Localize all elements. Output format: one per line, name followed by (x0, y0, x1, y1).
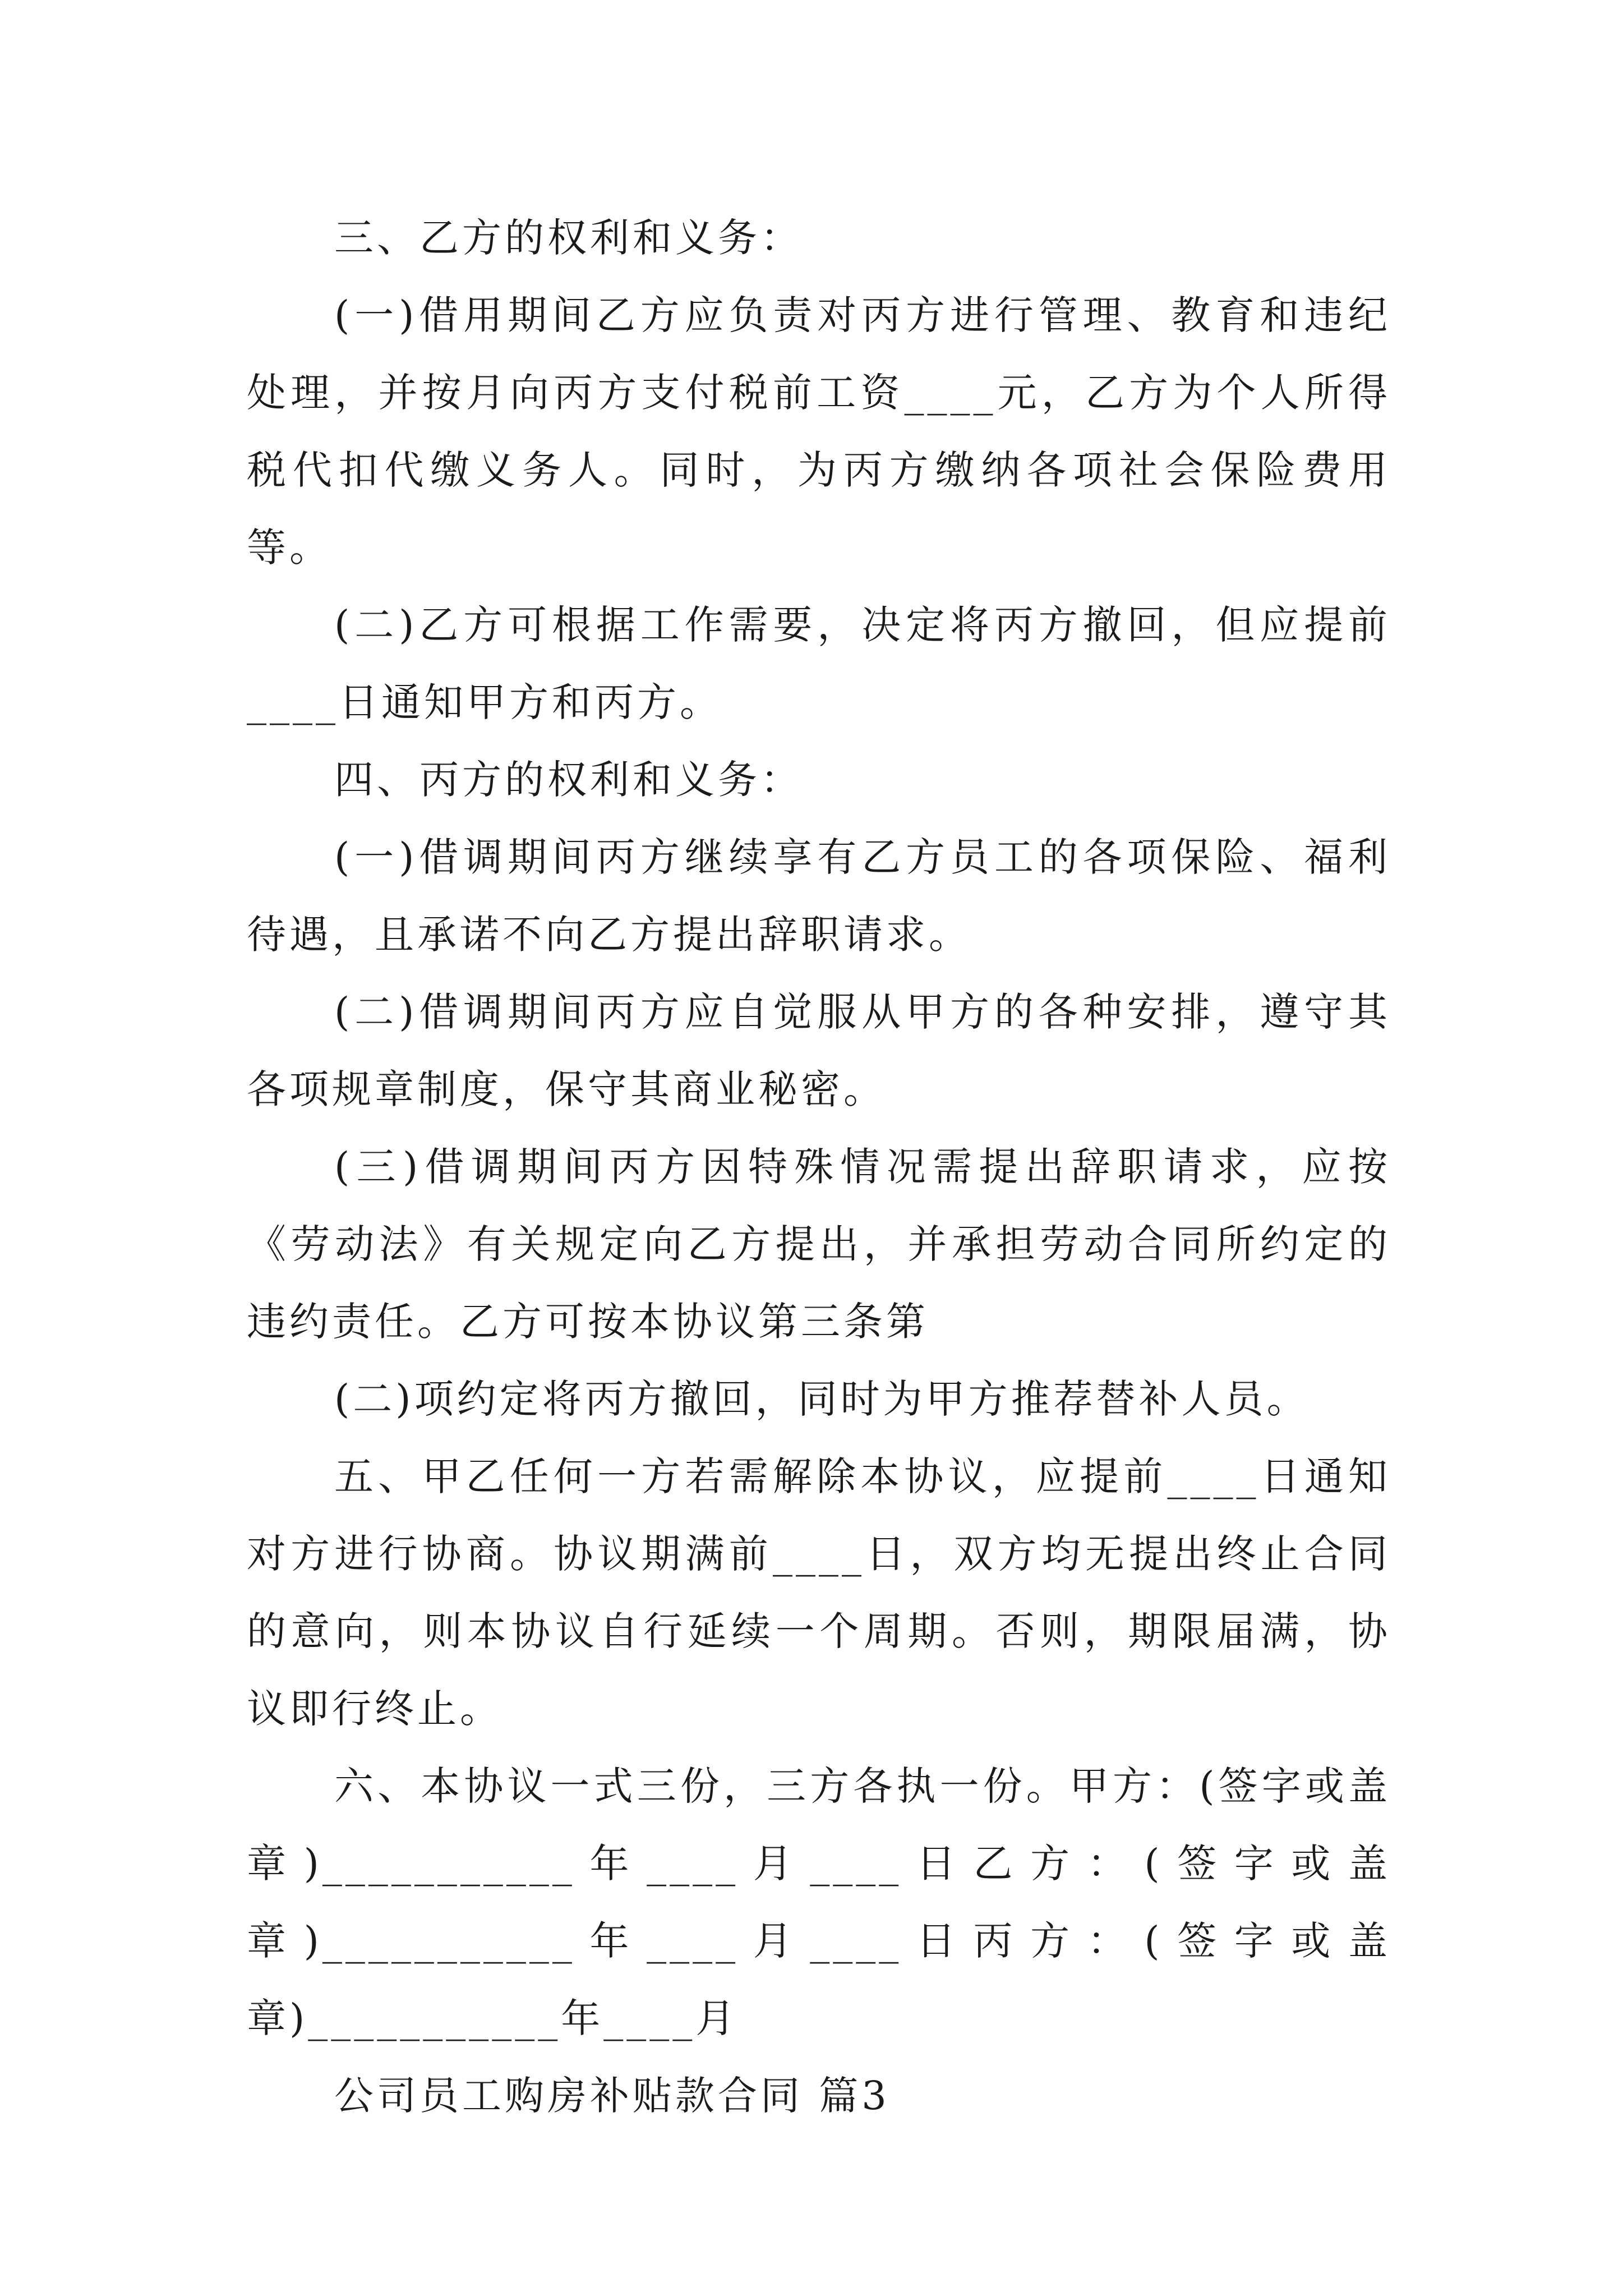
document-body (247, 199, 1391, 2134)
clause-paragraph: (一)借调期间丙方继续享有乙方员工的各项保险、福利待遇，且承诺不向乙方提出辞职请求。 (247, 834, 1391, 958)
signature-clause: 六、本协议一式三份，三方各执一份。甲方：(签字或盖章)___________年____月____日乙方：(签字或盖章)___________年____月____日丙方：(签字或盖章)___________年____月 (247, 1763, 1391, 2041)
clause-paragraph: (三)借调期间丙方因特殊情况需提出辞职请求，应按《劳动法》有关规定向乙方提出，并承担劳动合同所约定的违约责任。乙方可按本协议第三条第 (247, 1144, 1391, 1345)
termination-clause: 五、甲乙任何一方若需解除本协议，应提前____日通知对方进行协商。协议期满前____日，双方均无提出终止合同的意向，则本协议自行延续一个周期。否则，期限届满，协议即行终止。 (247, 1453, 1391, 1732)
section-heading-party-c: 四、丙方的权利和义务： (334, 757, 803, 803)
next-section-title: 公司员工购房补贴款合同 篇3 (334, 2073, 890, 2119)
section-heading-party-b: 三、乙方的权利和义务： (334, 215, 803, 261)
clause-paragraph: (二)借调期间丙方应自觉服从甲方的各种安排，遵守其各项规章制度，保守其商业秘密。 (247, 989, 1391, 1112)
clause-paragraph: (一)借用期间乙方应负责对丙方进行管理、教育和违纪处理，并按月向丙方支付税前工资____元，乙方为个人所得税代扣代缴义务人。同时，为丙方缴纳各项社会保险费用等。 (247, 292, 1391, 570)
clause-paragraph: (二)项约定将丙方撤回，同时为甲方推荐替补人员。 (334, 1376, 1310, 1422)
clause-paragraph: (二)乙方可根据工作需要，决定将丙方撤回，但应提前____日通知甲方和丙方。 (247, 602, 1391, 725)
